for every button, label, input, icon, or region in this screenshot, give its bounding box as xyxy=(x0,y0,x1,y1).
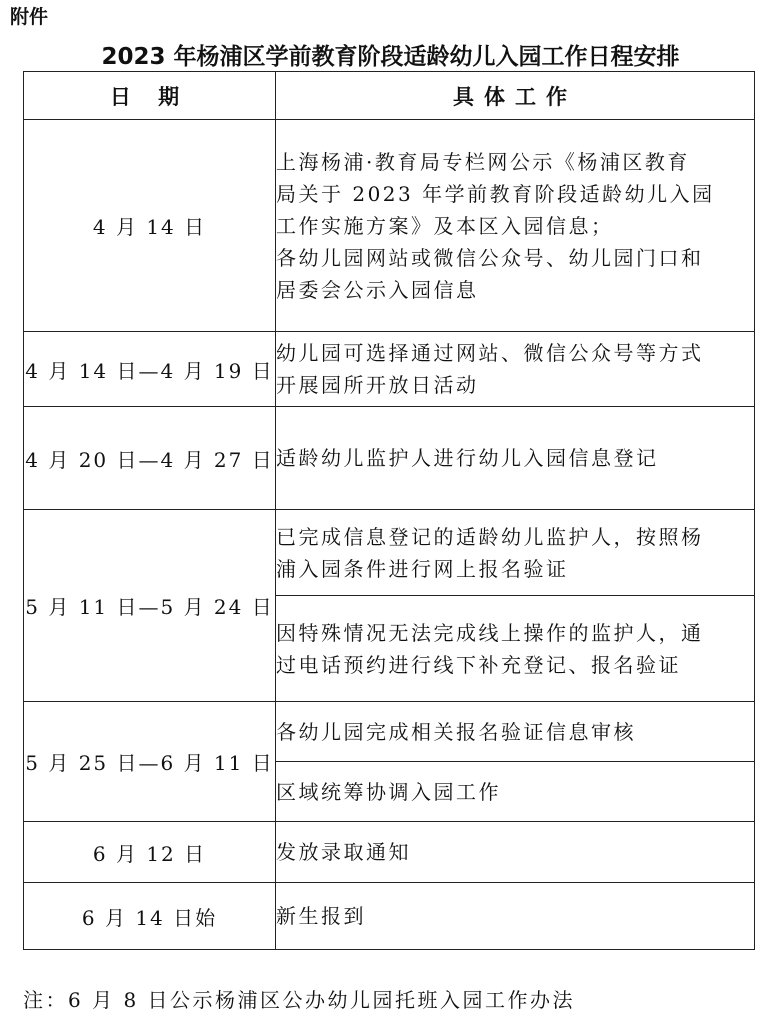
date-cell: 4 月 14 日 xyxy=(24,120,276,332)
work-cell xyxy=(276,407,755,510)
work-cell xyxy=(276,510,755,596)
attachment-label: 附件 xyxy=(10,6,49,28)
date-cell: 4 月 20 日—4 月 27 日 xyxy=(24,407,276,510)
work-text-line: 发放录取通知 xyxy=(276,840,411,864)
table-row xyxy=(24,332,755,407)
date-cell: 5 月 11 日—5 月 24 日 xyxy=(24,510,276,702)
table-row xyxy=(24,407,755,510)
work-text-line: 开展园所开放日活动 xyxy=(276,373,479,397)
work-text-line: 各幼儿园网站或微信公众号、幼儿园门口和 xyxy=(276,245,704,270)
work-text-line: 浦入园条件进行网上报名验证 xyxy=(276,556,569,581)
work-text-line: 居委会公示入园信息 xyxy=(276,277,479,302)
work-text-line: 适龄幼儿监护人进行幼儿入园信息登记 xyxy=(276,446,659,470)
work-cell xyxy=(276,702,755,762)
table-row xyxy=(24,510,755,596)
work-text-line: 上海杨浦·教育局专栏网公示《杨浦区教育 xyxy=(276,149,690,174)
work-text-line: 已完成信息登记的适龄幼儿监护人，按照杨 xyxy=(276,524,704,549)
footnote: 注：6 月 8 日公示杨浦区公办幼儿园托班入园工作办法 xyxy=(23,988,576,1012)
work-cell xyxy=(276,332,755,407)
work-text-line: 因特殊情况无法完成线上操作的监护人，通 xyxy=(276,620,704,645)
work-text-line: 工作实施方案》及本区入园信息； xyxy=(276,213,614,238)
table-header-row xyxy=(24,72,755,120)
work-text-line: 幼儿园可选择通过网站、微信公众号等方式 xyxy=(276,341,704,365)
date-cell: 4 月 14 日—4 月 19 日 xyxy=(24,332,276,407)
schedule-table xyxy=(23,71,755,950)
work-cell xyxy=(276,883,755,950)
work-text-line: 局关于 2023 年学前教育阶段适龄幼儿入园 xyxy=(276,181,715,206)
work-text-line: 新生报到 xyxy=(276,904,366,928)
table-row xyxy=(24,702,755,762)
work-cell xyxy=(276,120,755,332)
document-title: 2023 年杨浦区学前教育阶段适龄幼儿入园工作日程安排 xyxy=(101,44,680,70)
date-cell: 6 月 14 日始 xyxy=(24,883,276,950)
table-row xyxy=(24,822,755,883)
table-row xyxy=(24,883,755,950)
work-cell xyxy=(276,762,755,822)
date-column-header: 日 期 xyxy=(24,72,276,120)
work-text-line: 过电话预约进行线下补充登记、报名验证 xyxy=(276,652,681,677)
date-cell: 5 月 25 日—6 月 11 日 xyxy=(24,702,276,822)
work-cell xyxy=(276,822,755,883)
work-text-line: 各幼儿园完成相关报名验证信息审核 xyxy=(276,719,636,744)
work-text-line: 区域统筹协调入园工作 xyxy=(276,779,501,804)
date-cell: 6 月 12 日 xyxy=(24,822,276,883)
table-row xyxy=(24,120,755,332)
work-column-header: 具体工作 xyxy=(276,72,755,120)
work-cell xyxy=(276,596,755,702)
